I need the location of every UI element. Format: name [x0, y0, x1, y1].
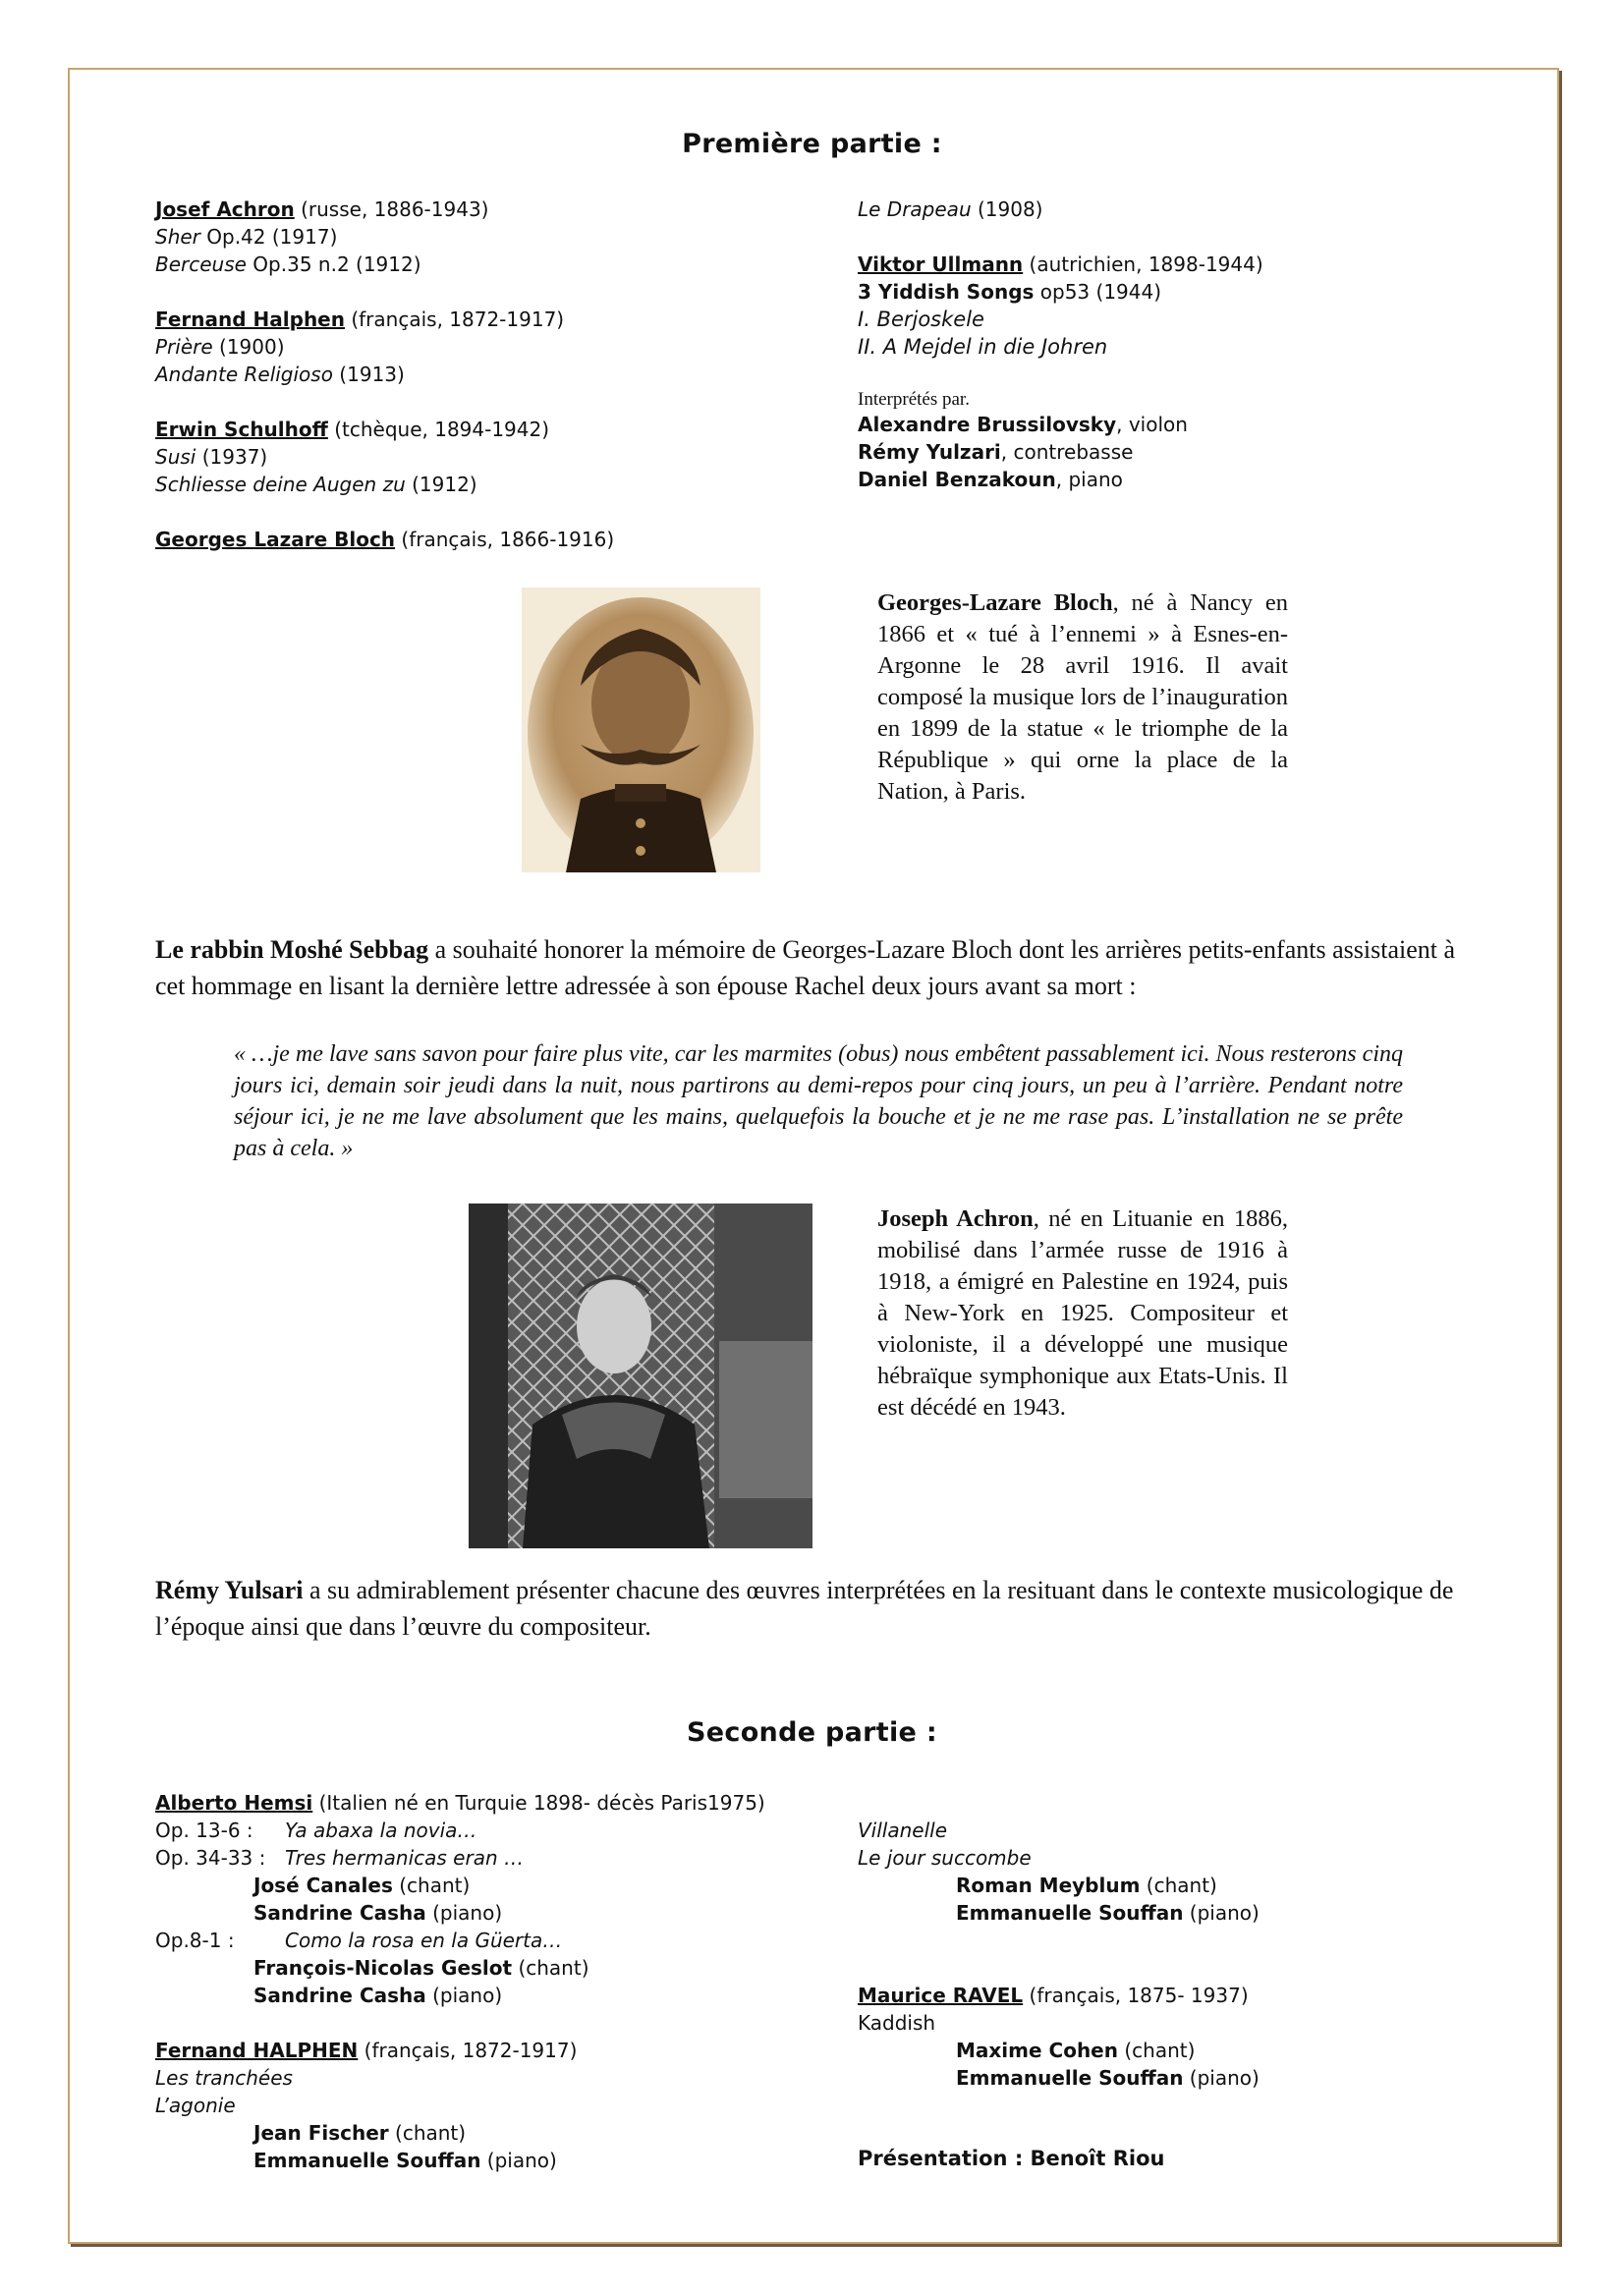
bloch-portrait	[522, 588, 760, 872]
performer-line: Roman Meyblum (chant)	[956, 1874, 1217, 1897]
part1-heading: Première partie :	[682, 129, 942, 159]
composer-line-halphen-2: Fernand HALPHEN (français, 1872-1917)	[155, 2039, 578, 2062]
bloch-bio: Georges-Lazare Bloch, né à Nancy en 1866 et « tué à l’ennemi » à Esnes-en-Argonne le 28 avril 1916. Il avait composé la musique lors de l’inauguration en 1899 de la statue « le triomphe de la République » qui orne la place de la Nation, à Paris.	[877, 589, 1288, 805]
work-line: Andante Religioso (1913)	[155, 363, 405, 386]
performer-line: Sandrine Casha (piano)	[253, 1901, 503, 1925]
work-line: Sher Op.42 (1917)	[155, 225, 338, 249]
yulsari-paragraph: Rémy Yulsari a su admirablement présenter chacune des œuvres interprétées en la resituant dans le contexte musicologique de l’époque ainsi que dans l’œuvre du compositeur.	[155, 1576, 1454, 1641]
performer-line: Jean Fischer (chant)	[253, 2121, 467, 2145]
composer-line-ullmann: Viktor Ullmann (autrichien, 1898-1944)	[858, 252, 1263, 276]
performer-line: Sandrine Casha (piano)	[253, 1984, 503, 2007]
achron-bio: Joseph Achron, né en Lituanie en 1886, mobilisé dans l’armée russe de 1916 à 1918, a émigré en Palestine en 1924, puis à New-York en 1925. Compositeur et violoniste, il a développé une musique hébraïque symphonique aux Etats-Unis. Il est décédé en 1943.	[877, 1205, 1288, 1421]
presentation-credit: Présentation : Benoît Riou	[858, 2147, 1165, 2170]
work-line: I. Berjoskele	[858, 308, 984, 331]
performed-by-label: Interprétés par.	[858, 389, 970, 410]
composer-line-schulhoff: Erwin Schulhoff (tchèque, 1894-1942)	[155, 418, 550, 441]
opus-line: Op. 34-33 : Tres hermanicas eran …	[155, 1846, 524, 1870]
performer-line: Emmanuelle Souffan (piano)	[253, 2149, 557, 2172]
performer-line: Emmanuelle Souffan (piano)	[956, 2066, 1260, 2090]
part2-heading: Seconde partie :	[687, 1717, 937, 1748]
opus-line: Op.8-1 : Como la rosa en la Güerta…	[155, 1929, 563, 1952]
work-line: Le Drapeau (1908)	[858, 197, 1043, 221]
rabbi-paragraph: Le rabbin Moshé Sebbag a souhaité honorer la mémoire de Georges-Lazare Bloch dont les arrières petits-enfants assistaient à cet hommage en lisant la dernière lettre adressée à son épouse Rachel deux jours avant sa mort :	[155, 935, 1456, 1000]
composer-line-ravel: Maurice RAVEL (français, 1875- 1937)	[858, 1984, 1249, 2007]
composer-line-bloch: Georges Lazare Bloch (français, 1866-1916)	[155, 528, 615, 551]
performer-line: Daniel Benzakoun, piano	[858, 468, 1123, 491]
bloch-portrait-image	[522, 588, 760, 872]
work-line: Kaddish	[858, 2011, 936, 2035]
letter-quote: « …je me lave sans savon pour faire plus vite, car les marmites (obus) nous embêtent passablement ici. Nous resterons cinq jours ici, demain soir jeudi dans la nuit, nous partirons au demi-repos pour cinq jours, un peu à l’arrière. Pendant notre séjour ici, je ne me lave absolument que les mains, quelquefois la bouche et je ne me rase pas. L’installation ne se prête pas à cela. »	[234, 1041, 1403, 1161]
composer-line-hemsi: Alberto Hemsi (Italien né en Turquie 1898- décès Paris1975)	[155, 1791, 765, 1815]
work-line: 3 Yiddish Songs op53 (1944)	[858, 280, 1162, 304]
composer-line-halphen: Fernand Halphen (français, 1872-1917)	[155, 308, 565, 331]
performer-line: Alexandre Brussilovsky, violon	[858, 413, 1188, 436]
composer-line-achron: Josef Achron (russe, 1886-1943)	[155, 197, 489, 221]
performer-line: François-Nicolas Geslot (chant)	[253, 1956, 589, 1980]
work-line: Prière (1900)	[155, 335, 285, 359]
work-line: Villanelle	[858, 1819, 948, 1842]
achron-photo-image	[469, 1203, 812, 1548]
achron-photo	[469, 1203, 812, 1548]
performer-line: Rémy Yulzari, contrebasse	[858, 440, 1134, 464]
performer-line: José Canales (chant)	[253, 1874, 471, 1897]
performer-line: Emmanuelle Souffan (piano)	[956, 1901, 1260, 1925]
work-line: Susi (1937)	[155, 445, 268, 469]
work-line: Le jour succombe	[858, 1846, 1032, 1870]
work-line: II. A Mejdel in die Johren	[858, 335, 1108, 359]
performer-line: Maxime Cohen (chant)	[956, 2039, 1196, 2062]
work-line: L’agonie	[155, 2094, 236, 2117]
opus-line: Op. 13-6 : Ya abaxa la novia…	[155, 1819, 477, 1842]
work-line: Schliesse deine Augen zu (1912)	[155, 473, 477, 496]
work-line: Berceuse Op.35 n.2 (1912)	[155, 252, 421, 276]
work-line: Les tranchées	[155, 2066, 293, 2090]
